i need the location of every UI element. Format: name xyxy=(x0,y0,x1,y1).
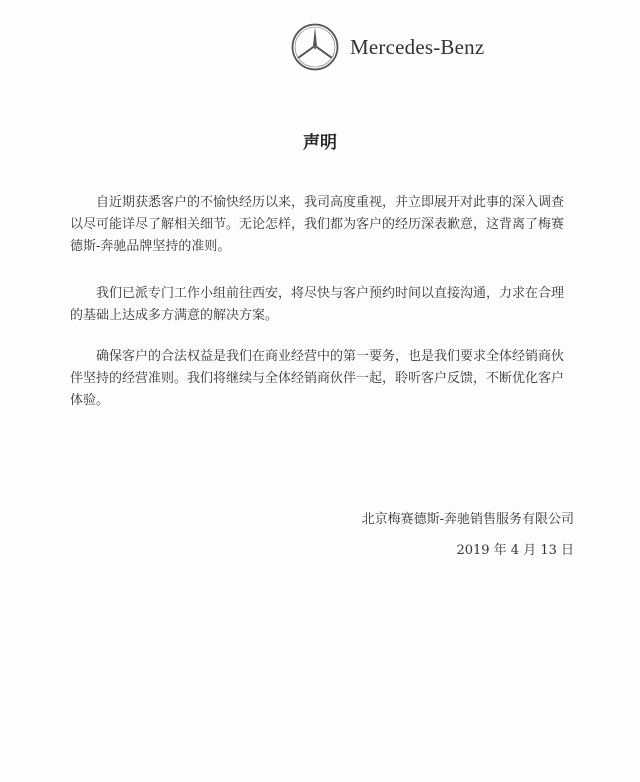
page-title: 声明 xyxy=(303,133,337,153)
paragraph-3: 确保客户的合法权益是我们在商业经营中的第一要务，也是我们要求全体经销商伙伴坚持的经营准则。我们将继续与全体经销商伙伴一起，聆听客户反馈，不断优化客户体验。 xyxy=(70,349,565,408)
paragraph-1: 自近期获悉客户的不愉快经历以来，我司高度重视，并立即展开对此事的深入调查以尽可能详尽了解相关细节。无论怎样，我们都为客户的经历深表歉意，这背离了梅赛德斯-奔驰品牌坚持的准则。 xyxy=(70,195,565,254)
brand-name: Mercedes-Benz xyxy=(350,34,485,59)
signature-company: 北京梅赛德斯-奔驰销售服务有限公司 xyxy=(361,512,574,527)
paragraph-2: 我们已派专门工作小组前往西安，将尽快与客户预约时间以直接沟通，力求在合理的基础上达成多方满意的解决方案。 xyxy=(70,286,565,323)
brand-logo xyxy=(290,22,484,72)
signature-date: 2019 年 4 月 13 日 xyxy=(456,543,574,558)
three-pointed-star-icon xyxy=(290,22,340,72)
